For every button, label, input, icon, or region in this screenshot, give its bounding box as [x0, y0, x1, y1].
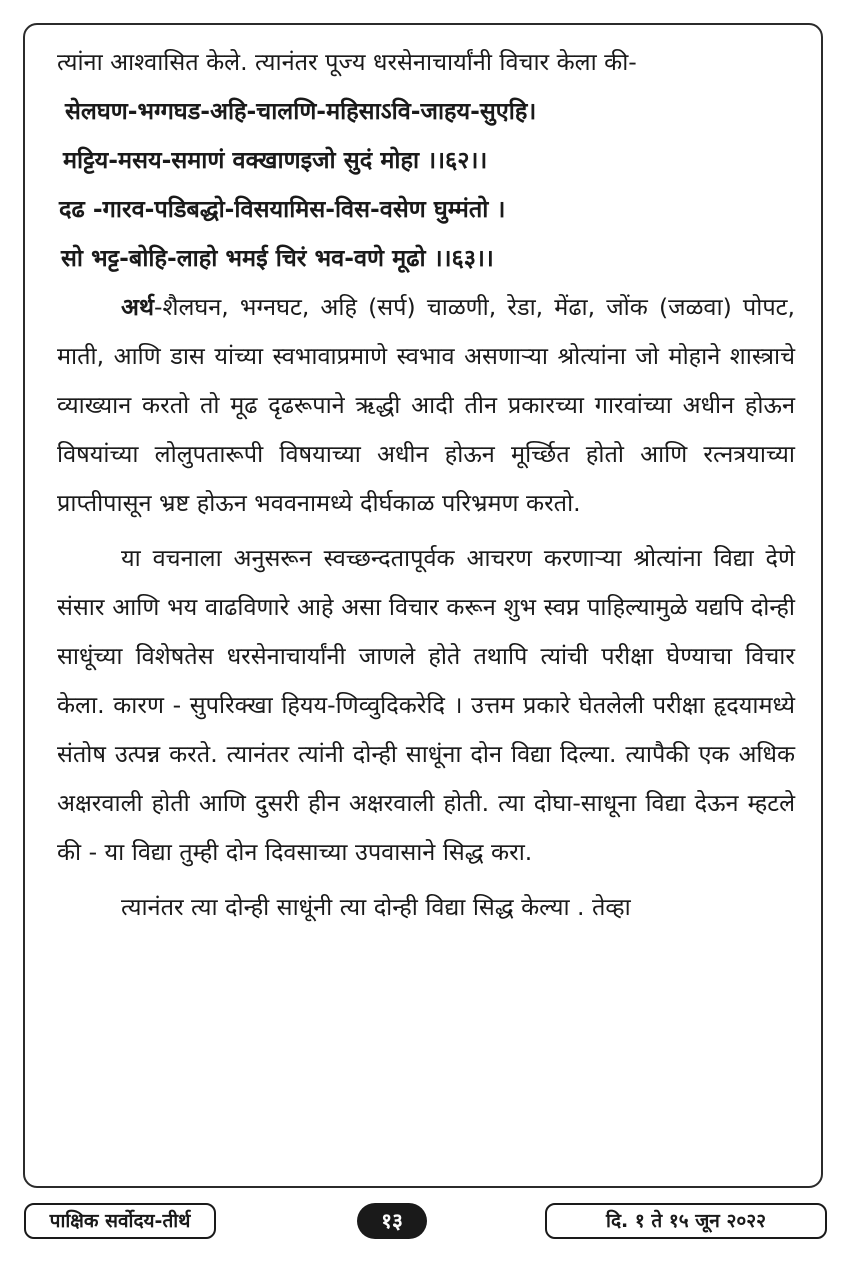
- page-content: [57, 38, 795, 932]
- page-footer: [0, 1203, 850, 1243]
- paragraph-meaning: [57, 283, 795, 528]
- verse-line-2: मट्टिय-मसय-समाणं वक्खाणइजो सुदं मोहा ।।६२।।: [63, 146, 488, 174]
- issue-date: दि. १ ते १५ जून २०२२: [545, 1203, 827, 1239]
- verse-line-1: सेलघण-भग्गघड-अहि-चालणि-महिसाऽवि-जाहय-सुएहि।: [65, 97, 537, 125]
- intro-line: त्यांना आश्वासित केले. त्यानंतर पूज्य धरसेनाचार्यांनी विचार केला की-: [57, 48, 637, 76]
- meaning-label: अर्थ: [121, 293, 154, 321]
- verse-line-3: दढ -गारव-पडिबद्धो-विसयामिस-विस-वसेण घुम्मंतो ।: [59, 195, 506, 223]
- meaning-text: -शैलघन, भग्नघट, अहि (सर्प) चाळणी, रेडा, मेंढा, जोंक (जळवा) पोपट, माती, आणि डास यांच्या स्वभावाप्रमाणे स्वभाव असणाऱ्या श्रोत्यांना जो मोहाने शास्त्राचे व्याख्यान करतो तो मूढ दृढरूपाने ऋद्धी आदी तीन प्रकारच्या गारवांच्या अधीन होऊन विषयांच्या लोलुपतारूपी विषयाच्या अधीन होऊन मूर्च्छित होतो आणि रत्नत्रयाच्या प्राप्तीपासून भ्रष्ट होऊन भववनामध्ये दीर्घकाळ परिभ्रमण करतो.: [57, 293, 795, 517]
- paragraph-explanation: या वचनाला अनुसरून स्वच्छन्दतापूर्वक आचरण करणाऱ्या श्रोत्यांना विद्या देणे संसार आणि भय वाढविणारे आहे असा विचार करून शुभ स्वप्न पाहिल्यामुळे यद्यपि दोन्ही साधूंच्या विशेषतेस धरसेनाचार्यांनी जाणले होते तथापि त्यांची परीक्षा घेण्याचा विचार केला. कारण - सुपरिक्खा हियय-णिव्वुदिकरेदि । उत्तम प्रकारे घेतलेली परीक्षा हृदयामध्ये संतोष उत्पन्न करते. त्यानंतर त्यांनी दोन्ही साधूंना दोन विद्या दिल्या. त्यापैकी एक अधिक अक्षरवाली होती आणि दुसरी हीन अक्षरवाली होती. त्या दोघा-साधूना विद्या देऊन म्हटले की - या विद्या तुम्ही दोन दिवसाच्या उपवासाने सिद्ध करा.: [57, 544, 795, 866]
- paragraph-continuation: त्यानंतर त्या दोन्ही साधूंनी त्या दोन्ही विद्या सिद्ध केल्या . तेव्हा: [121, 893, 631, 921]
- page-number: १३: [357, 1203, 427, 1239]
- verse-line-4: सो भट्ट-बोहि-लाहो भमई चिरं भव-वणे मूढो ।।६३।।: [61, 244, 494, 272]
- publication-name: पाक्षिक सर्वोदय-तीर्थ: [24, 1203, 216, 1239]
